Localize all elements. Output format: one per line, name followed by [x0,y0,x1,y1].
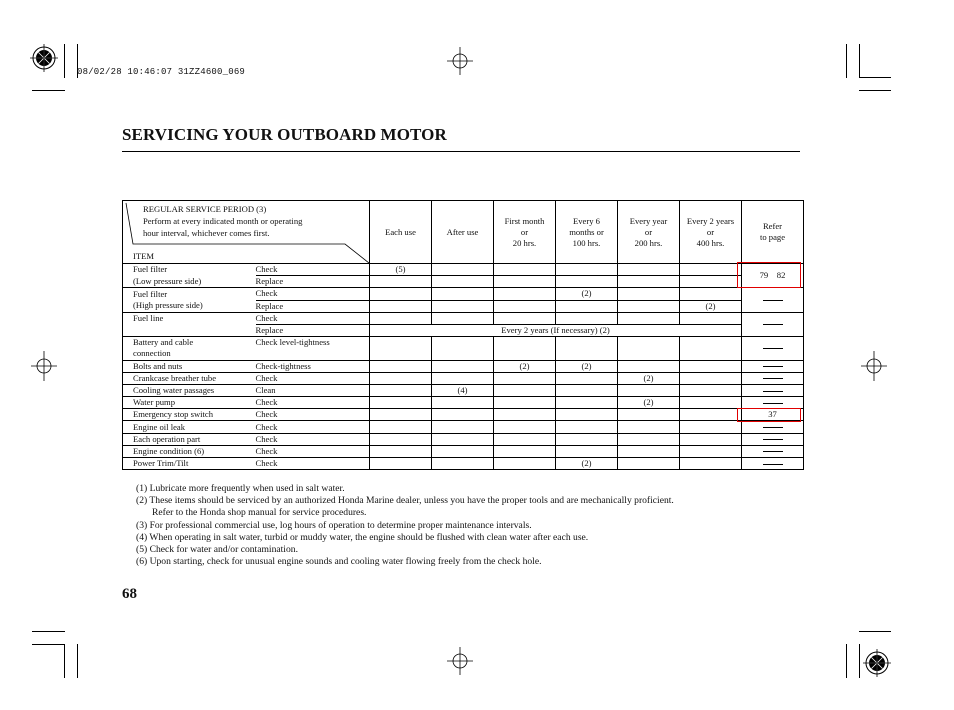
row-item: Fuel filter [123,288,256,300]
dash-mark [763,348,783,349]
interval-cell [618,276,680,288]
col-every-6-months: Every 6 months or 100 hrs. [556,201,618,264]
row-item: Crankcase breather tube [123,372,256,384]
col-every-year: Every year or 200 hrs. [618,201,680,264]
refer-page-cell [742,445,804,457]
interval-cell [680,433,742,445]
interval-cell: (2) [556,288,618,300]
refer-page-cell [742,458,804,470]
row-action: Check [256,409,370,421]
interval-cell [556,433,618,445]
interval-cell: (5) [370,264,432,276]
row-action: Replace [256,276,370,288]
interval-cell [370,276,432,288]
interval-cell [370,300,432,312]
interval-cell [618,300,680,312]
interval-cell [556,384,618,396]
interval-cell [494,458,556,470]
interval-cell [370,348,432,360]
refer-page-cell: 79 82 [742,264,804,288]
interval-cell [556,409,618,421]
dash-mark [763,427,783,428]
row-action: Check [256,458,370,470]
registration-mark-bottom-right [863,649,891,677]
row-item: Each operation part [123,433,256,445]
interval-cell [680,397,742,409]
interval-cell [556,421,618,433]
crosshair-right [861,351,887,381]
row-action: Clean [256,384,370,396]
interval-cell [680,348,742,360]
interval-cell [494,300,556,312]
table-row [123,433,804,445]
interval-cell [432,458,494,470]
interval-cell [680,445,742,457]
col-each-use: Each use [370,201,432,264]
table-row [123,348,804,360]
interval-cell: (4) [432,384,494,396]
footnote-3: (3) For professional commercial use, log hours of operation to determine proper maintenance intervals. [136,519,532,531]
dash-mark [763,324,783,325]
table-row [123,312,804,324]
interval-cell [618,458,680,470]
interval-cell [370,288,432,300]
interval-cell [618,384,680,396]
refer-page-cell [742,337,804,360]
interval-cell [680,384,742,396]
interval-cell [618,348,680,360]
interval-cell [618,312,680,324]
footnote-5: (5) Check for water and/or contamination. [136,544,298,556]
row-item: (High pressure side) [123,300,256,312]
table-row [123,264,804,276]
refer-page-cell [742,288,804,312]
interval-cell [680,264,742,276]
interval-cell [370,409,432,421]
dash-mark [763,451,783,452]
row-item: Emergency stop switch [123,409,256,421]
interval-cell [680,276,742,288]
row-item: Fuel filter [123,264,256,276]
refer-page-cell [742,433,804,445]
refer-page-cell [742,421,804,433]
interval-cell [494,433,556,445]
footnote-1: (1) Lubricate more frequently when used in salt water. [136,483,345,494]
row-action: Check [256,372,370,384]
row-item: Fuel line [123,312,256,324]
interval-cell [556,337,618,349]
table-row [123,324,804,336]
interval-cell [618,337,680,349]
footnote-6: (6) Upon starting, check for unusual engine sounds and cooling water flowing freely from the check hole. [136,556,542,568]
interval-cell [618,360,680,372]
col-after-use: After use [432,201,494,264]
interval-cell [680,337,742,349]
refer-page-cell: 37 [742,409,804,421]
interval-cell [370,458,432,470]
interval-cell [556,300,618,312]
period-line-3: hour interval, whichever comes first. [143,228,270,238]
interval-cell [556,264,618,276]
interval-cell [556,397,618,409]
span-interval-cell: Every 2 years (If necessary) (2) [370,324,742,336]
row-action: Check [256,312,370,324]
row-action [256,348,370,360]
interval-cell [556,348,618,360]
table-row [123,300,804,312]
interval-cell [618,288,680,300]
col-every-2-years: Every 2 years or 400 hrs. [680,201,742,264]
interval-cell [494,264,556,276]
dash-mark [763,391,783,392]
interval-cell [556,445,618,457]
interval-cell [680,372,742,384]
interval-cell [432,288,494,300]
interval-cell [618,445,680,457]
highlight-box-fuel-filter-ref [737,262,801,288]
row-item: Engine oil leak [123,421,256,433]
interval-cell [370,384,432,396]
interval-cell [618,409,680,421]
row-item: Power Trim/Tilt [123,458,256,470]
interval-cell [556,372,618,384]
interval-cell [680,312,742,324]
interval-cell [370,337,432,349]
interval-cell [556,312,618,324]
interval-cell [494,409,556,421]
interval-cell [618,421,680,433]
interval-cell [494,312,556,324]
maintenance-schedule-table [122,200,804,470]
col-refer-to-page: Refer to page [742,201,804,264]
interval-cell [432,348,494,360]
table-row [123,409,804,421]
table-row [123,372,804,384]
row-item: Engine condition (6) [123,445,256,457]
row-action: Replace [256,324,370,336]
interval-cell [680,409,742,421]
interval-cell [618,433,680,445]
interval-cell: (2) [556,360,618,372]
interval-cell [494,445,556,457]
crosshair-top [447,47,473,75]
row-item: Cooling water passages [123,384,256,396]
interval-cell [370,397,432,409]
interval-cell [494,384,556,396]
dash-mark [763,464,783,465]
refer-page-cell [742,397,804,409]
refer-page-cell [742,312,804,336]
footnote-2-cont: Refer to the Honda shop manual for service procedures. [152,507,367,519]
row-action: Check [256,264,370,276]
interval-cell [680,458,742,470]
row-item: Battery and cable [123,337,256,349]
row-action: Check level-tightness [256,337,370,349]
interval-cell [432,372,494,384]
row-action: Replace [256,300,370,312]
registration-mark-top-left [30,44,58,72]
table-row [123,445,804,457]
refer-page-cell [742,384,804,396]
page-title: SERVICING YOUR OUTBOARD MOTOR [122,125,447,144]
title-rule [122,151,800,152]
footnotes [136,483,674,568]
interval-cell [618,264,680,276]
interval-cell [432,360,494,372]
row-action: Check [256,397,370,409]
period-line-1: REGULAR SERVICE PERIOD (3) [143,204,267,214]
refer-page-cell [742,372,804,384]
dash-mark [763,378,783,379]
interval-cell [432,337,494,349]
interval-cell [680,421,742,433]
interval-cell [432,421,494,433]
interval-cell [370,360,432,372]
table-row [123,337,804,349]
table-row [123,276,804,288]
interval-cell [494,397,556,409]
row-action: Check [256,421,370,433]
interval-cell [432,300,494,312]
row-action: Check [256,433,370,445]
print-stamp: 08/02/28 10:46:07 31ZZ4600_069 [77,67,246,77]
interval-cell [370,421,432,433]
table-row [123,458,804,470]
dash-mark [763,300,783,301]
period-line-2: Perform at every indicated month or operating [143,216,303,226]
interval-cell: (2) [618,372,680,384]
interval-cell [370,372,432,384]
interval-cell [432,433,494,445]
interval-cell: (2) [494,360,556,372]
interval-cell [494,288,556,300]
page-number: 68 [122,586,137,602]
dash-mark [763,403,783,404]
row-item [123,324,256,336]
footnote-2: (2) These items should be serviced by an authorized Honda Marine dealer, unless you have the proper tools and are mechanically proficient. [136,495,674,507]
table-row [123,360,804,372]
interval-cell [432,409,494,421]
interval-cell [494,421,556,433]
row-action: Check [256,445,370,457]
interval-cell [494,348,556,360]
interval-cell [556,276,618,288]
interval-cell [370,312,432,324]
table-row [123,421,804,433]
row-action: Check-tightness [256,360,370,372]
dash-mark [763,439,783,440]
interval-cell [494,372,556,384]
highlight-box-stop-switch-ref [737,408,801,422]
table-row [123,288,804,300]
interval-cell [432,312,494,324]
interval-cell [370,433,432,445]
crosshair-left [31,351,57,381]
interval-cell [432,445,494,457]
interval-cell: (2) [680,300,742,312]
row-item: connection [123,348,256,360]
row-item: Bolts and nuts [123,360,256,372]
refer-page-cell [742,360,804,372]
interval-cell [680,288,742,300]
interval-cell [370,445,432,457]
interval-cell [432,276,494,288]
interval-cell [432,264,494,276]
dash-mark [763,366,783,367]
footnote-4: (4) When operating in salt water, turbid or muddy water, the engine should be flushed with clean water after each use. [136,531,589,543]
interval-cell [494,337,556,349]
interval-cell: (2) [556,458,618,470]
period-header-cell [123,201,370,264]
table-row [123,384,804,396]
item-label: ITEM [133,251,155,261]
col-first-month: First month or 20 hrs. [494,201,556,264]
crosshair-bottom [447,647,473,675]
interval-cell: (2) [618,397,680,409]
row-action: Check [256,288,370,300]
row-item: Water pump [123,397,256,409]
interval-cell [680,360,742,372]
table-row [123,397,804,409]
interval-cell [432,397,494,409]
interval-cell [494,276,556,288]
row-item: (Low pressure side) [123,276,256,288]
